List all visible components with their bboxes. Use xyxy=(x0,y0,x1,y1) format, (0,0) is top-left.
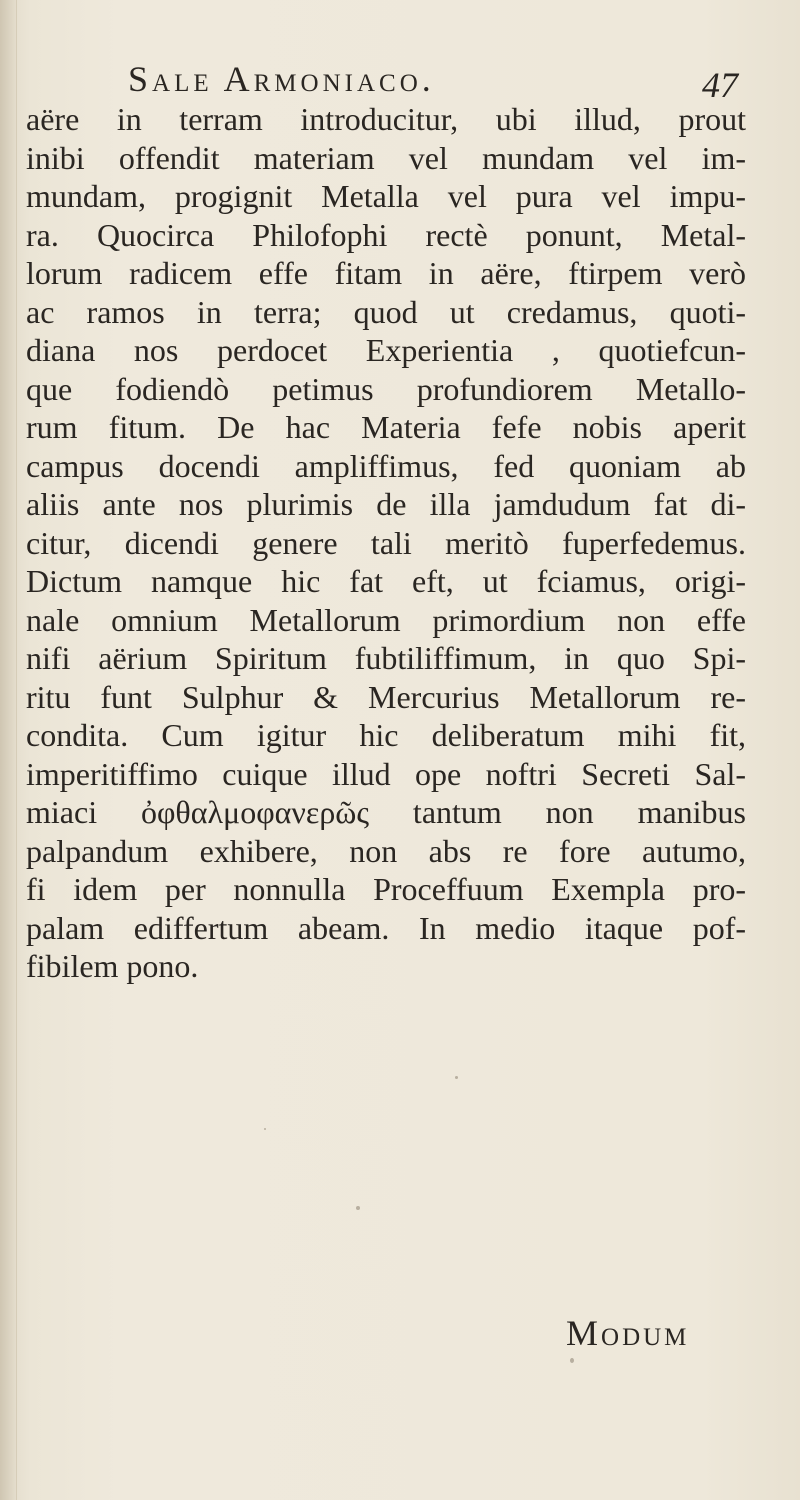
text-line: palam ediffertum abeam. In medio itaque pof- xyxy=(26,909,746,946)
paper-fleck xyxy=(264,1128,266,1130)
text-line-last: fibilem pono. xyxy=(26,948,199,984)
text-line: ritu funt Sulphur & Mercurius Metallorum re- xyxy=(26,678,746,715)
text-line: Dictum namque hic fat eft, ut fciamus, origi- xyxy=(26,563,746,599)
page-gutter xyxy=(0,0,16,1500)
paper-fleck xyxy=(570,1358,574,1363)
text-line: mundam, progignit Metalla vel pura vel impu- xyxy=(26,178,746,214)
text-line: campus docendi ampliffimus, fed quoniam ab xyxy=(26,447,746,484)
text-line: lorum radicem effe fitam in aëre, ftirpem verò xyxy=(26,255,746,291)
text-line: nale omnium Metallorum primordium non effe xyxy=(26,601,746,638)
text-line: condita. Cum igitur hic deliberatum mihi fit, xyxy=(26,717,746,753)
text-line: ra. Quocirca Philofophi rectè ponunt, Metal- xyxy=(26,216,746,253)
text-line: rum fitum. De hac Materia fefe nobis aperit xyxy=(26,409,746,445)
text-line: inibi offendit materiam vel mundam vel im- xyxy=(26,139,746,176)
text-line: palpandum exhibere, non abs re fore autumo, xyxy=(26,832,746,869)
body-text xyxy=(26,100,746,986)
text-line: miaci ὀφθαλμοφανερῶς tantum non manibus xyxy=(26,794,746,830)
catchword: Modum xyxy=(566,1313,690,1353)
running-head xyxy=(128,52,748,104)
paper-fleck xyxy=(356,1206,360,1210)
text-line: aëre in terram introducitur, ubi illud, prout xyxy=(26,101,746,137)
text-line: citur, dicendi genere tali meritò fuperfedemus. xyxy=(26,524,746,561)
text-line: nifi aërium Spiritum fubtiliffimum, in quo Spi- xyxy=(26,640,746,676)
text-line: fi idem per nonnulla Proceffuum Exempla pro- xyxy=(26,871,746,907)
paper-fleck xyxy=(455,1076,458,1079)
text-line: diana nos perdocet Experientia , quotiefcun- xyxy=(26,332,746,368)
page-number: 47 xyxy=(702,65,738,105)
text-line: imperitiffimo cuique illud ope noftri Secreti Sal- xyxy=(26,755,746,792)
text-line: que fodiendò petimus profundiorem Metallo- xyxy=(26,370,746,407)
running-title: Sale Armoniaco. xyxy=(128,59,435,99)
gutter-edge xyxy=(16,0,17,1500)
text-line: aliis ante nos plurimis de illa jamdudum fat di- xyxy=(26,486,746,522)
text-line: ac ramos in terra; quod ut credamus, quoti- xyxy=(26,293,746,330)
